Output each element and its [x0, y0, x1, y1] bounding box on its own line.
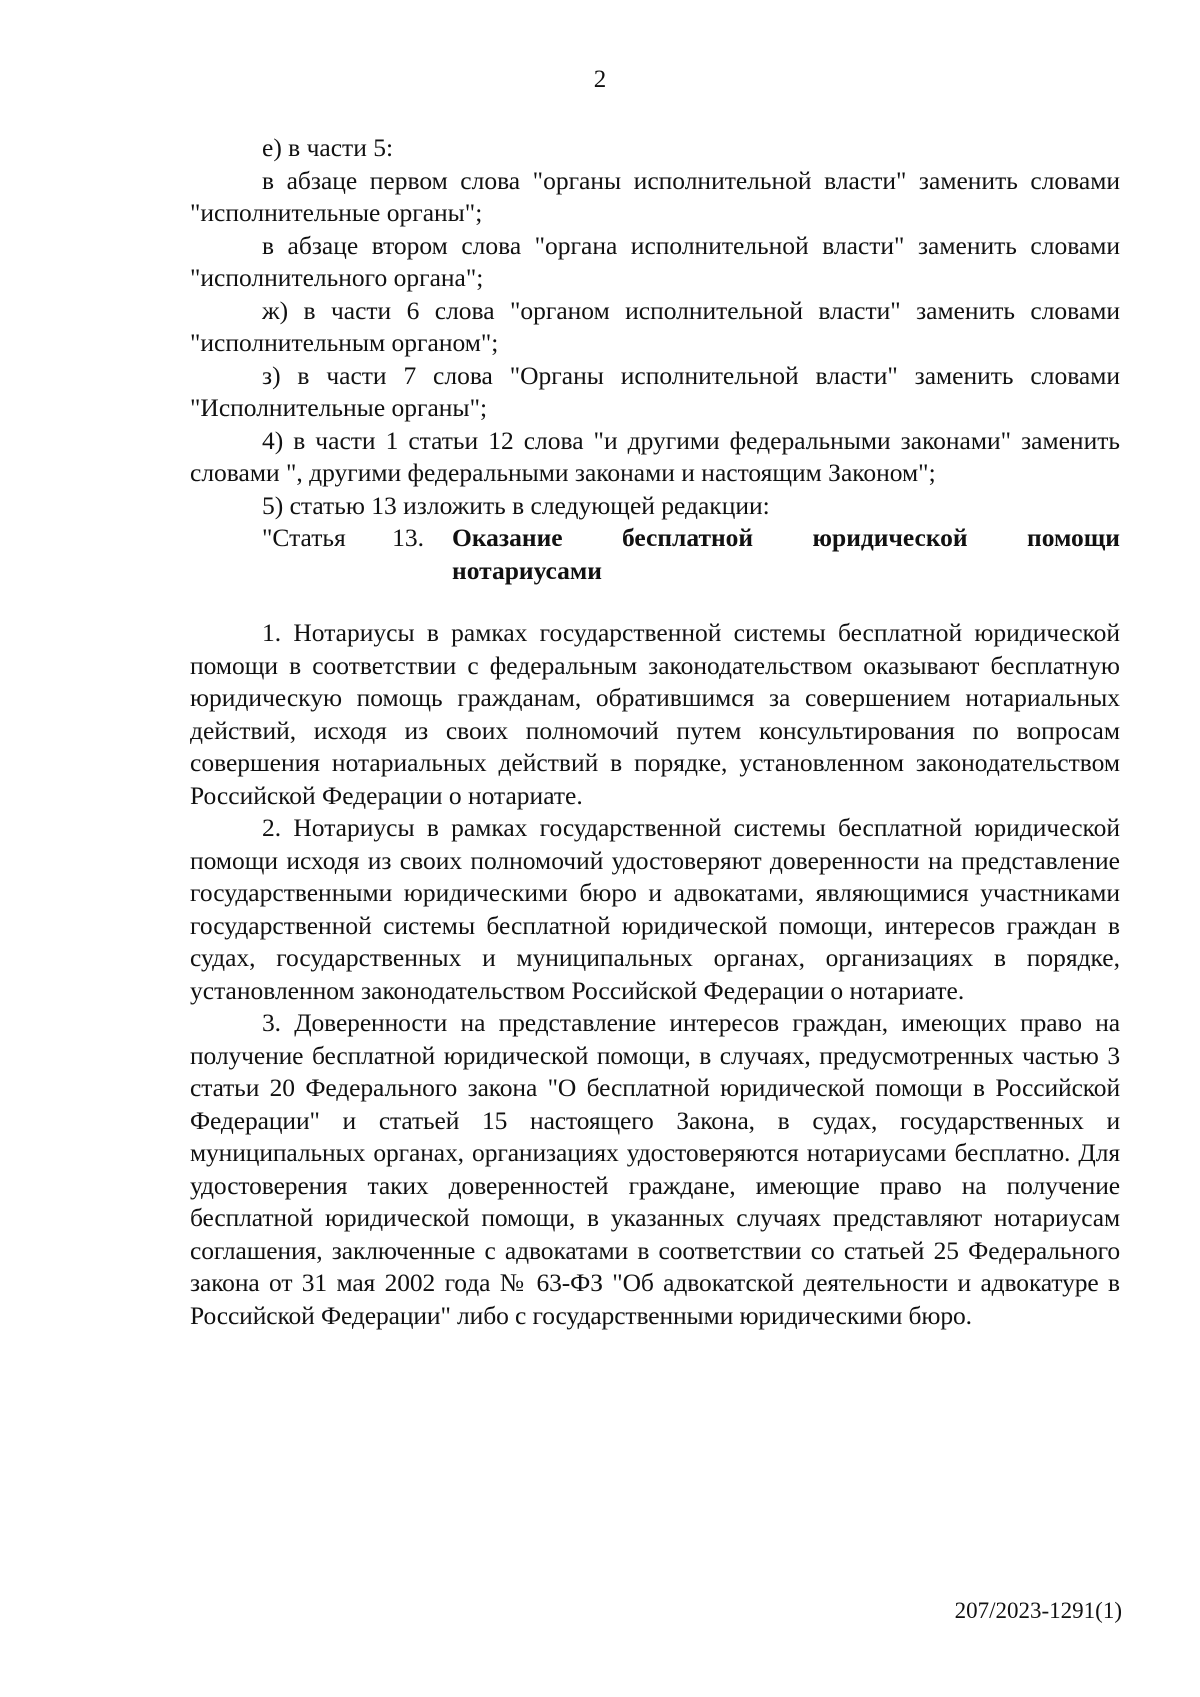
article-label [262, 522, 452, 587]
document-code: 207/2023-1291(1) [954, 1598, 1122, 1623]
document-body [190, 132, 1120, 1332]
article-paragraph-3: 3. Доверенности на представление интересов граждан, имеющих право на получение бесплатной юридической помощи, в случаях, предусмотренных частью 3 статьи 20 Федерального закона "О бесплатной юридической помощи в Российской Федерации" и статьей 15 настоящего Закона, в судах, государственных и муниципальных органах, организациях удостоверяются нотариусами бесплатно. Для удостоверения таких доверенностей граждане, имеющие право на получение бесплатной юридической помощи, в указанных случаях представляют нотариусам соглашения, заключенные с адвокатами в соответствии со статьей 25 Федерального закона от 31 мая 2002 года № 63-ФЗ "Об адвокатской деятельности и адвокатуре в Российской Федерации" либо с государственными юридическими бюро. [190, 1008, 1120, 1330]
paragraph-second-abzac: в абзаце втором слова "органа исполнительной власти" заменить словами "исполнительного органа"; [190, 230, 1120, 292]
article-paragraph-2: 2. Нотариусы в рамках государственной системы бесплатной юридической помощи исходя из своих полномочий удостоверяют доверенности на представление государственными юридическими бюро и адвокатами, являющимися участниками государственной системы бесплатной юридической помощи, интересов граждан в судах, государственных и муниципальных органах, организациях в порядке, установленном законодательством Российской Федерации о нотариате. [190, 813, 1120, 1005]
heading-spacer [190, 587, 1120, 617]
article-label-word: "Статья [262, 523, 346, 552]
paragraph-item5-article13: 5) статью 13 изложить в следующей редакции: [262, 490, 770, 520]
article-label-number: 13. [392, 523, 424, 552]
paragraph-e-part5: е) в части 5: [262, 133, 394, 162]
paragraph-item4-article12: 4) в части 1 статьи 12 слова "и другими федеральными законами" заменить словами ", другими федеральными законами и настоящим Законом"; [190, 425, 1120, 487]
article-title [452, 522, 1120, 587]
article-title-line2: нотариусами [452, 555, 602, 585]
article-paragraph-1: 1. Нотариусы в рамках государственной системы бесплатной юридической помощи в соответствии с федеральным законодательством оказывают бесплатную юридическую помощь гражданам, обратившимся за совершением нотариальных действий, исходя из своих полномочий путем консультирования по вопросам совершения нотариальных действий в порядке, установленном законодательством Российской Федерации о нотариате. [190, 618, 1120, 810]
paragraph-first-abzac: в абзаце первом слова "органы исполнительной власти" заменить словами "исполнительные органы"; [190, 165, 1120, 227]
page-number: 2 [593, 66, 607, 93]
paragraph-zh-part6: ж) в части 6 слова "органом исполнительной власти" заменить словами "исполнительным органом"; [190, 295, 1120, 357]
article-heading [190, 522, 1120, 587]
article-title-line1: Оказание бесплатной юридической помощи [452, 523, 1120, 552]
paragraph-z-part7: з) в части 7 слова "Органы исполнительной власти" заменить словами "Исполнительные органы"; [190, 360, 1120, 422]
